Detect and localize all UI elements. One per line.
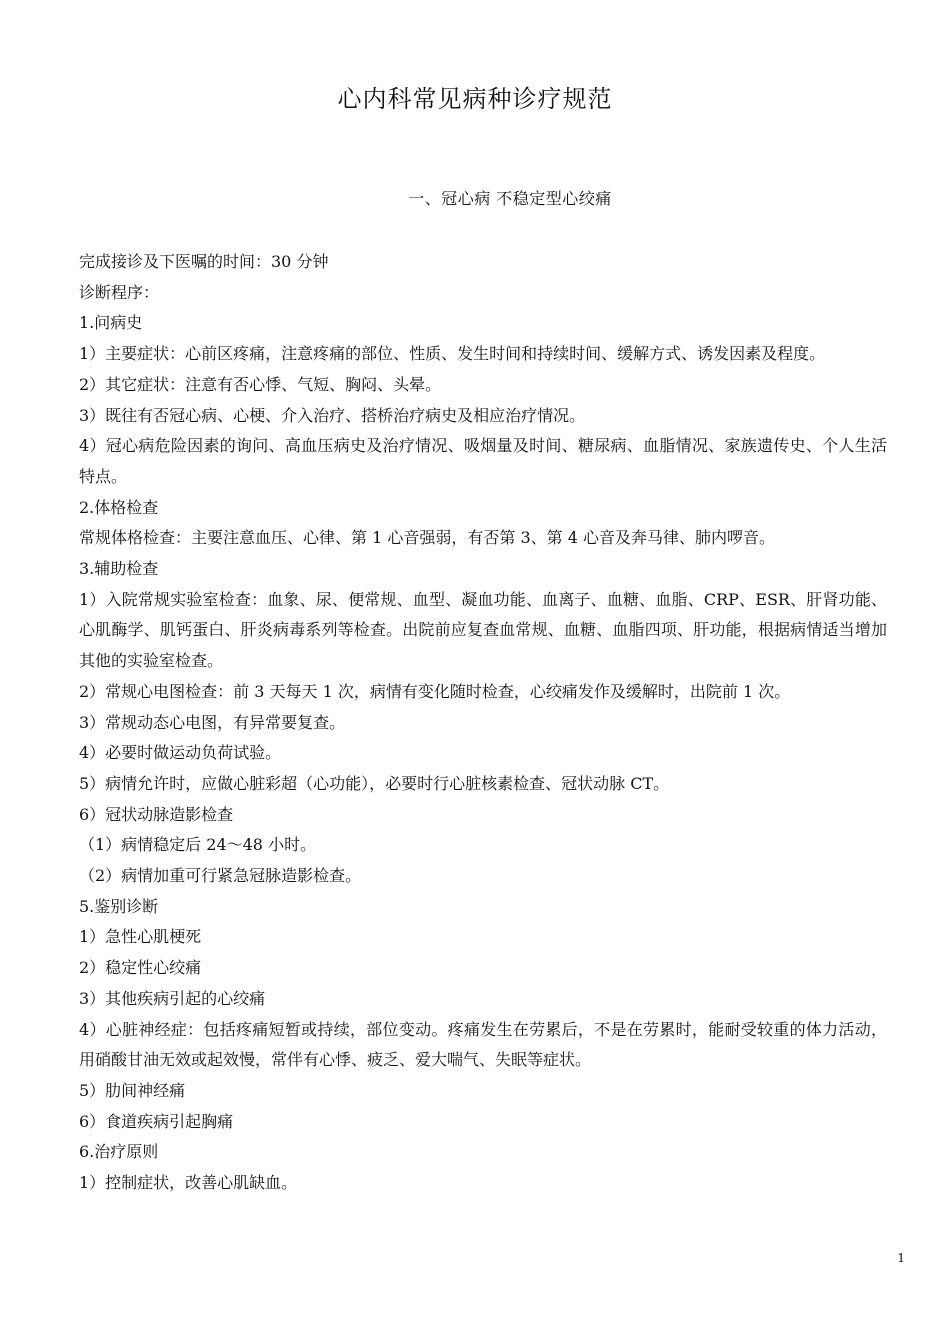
paragraph-other-angina: 3）其他疾病引起的心绞痛 — [79, 988, 266, 1008]
paragraph-angiography: 6）冠状动脉造影检查 — [79, 804, 234, 824]
paragraph-stress-test: 4）必要时做运动负荷试验。 — [79, 743, 282, 763]
paragraph-angiography-stable: （1）病情稳定后 24～48 小时。 — [79, 835, 317, 855]
heading-physical-exam: 2.体格检查 — [79, 497, 159, 517]
paragraph-angiography-urgent: （2）病情加重可行紧急冠脉造影检查。 — [79, 866, 362, 886]
paragraph-acute-mi: 1）急性心肌梗死 — [79, 927, 202, 947]
paragraph-main-symptoms: 1）主要症状：心前区疼痛，注意疼痛的部位、性质、发生时间和持续时间、缓解方式、诱发因素及程度。 — [79, 344, 826, 364]
heading-differential-diagnosis: 5.鉴别诊断 — [79, 896, 159, 916]
paragraph-ecg: 2）常规心电图检查：前 3 天每天 1 次，病情有变化随时检查，心绞痛发作及缓解时，出院前 1 次。 — [79, 681, 791, 701]
paragraph-consult-time: 完成接诊及下医嘱的时间：30 分钟 — [79, 252, 329, 271]
paragraph-past-history: 3）既往有否冠心病、心梗、介入治疗、搭桥治疗病史及相应治疗情况。 — [79, 405, 586, 425]
document-body — [79, 247, 887, 1199]
paragraph-risk-factors: 4）冠心病危险因素的询问、高血压病史及治疗情况、吸烟量及时间、糖尿病、血脂情况、家族遗传史、个人生活特点。 — [79, 436, 887, 486]
heading-history: 1.问病史 — [79, 313, 143, 333]
heading-auxiliary-exam: 3.辅助检查 — [79, 559, 159, 579]
document-title: 心内科常见病种诊疗规范 — [337, 85, 613, 113]
paragraph-intercostal-neuralgia: 5）肋间神经痛 — [79, 1080, 186, 1100]
paragraph-lab-tests: 1）入院常规实验室检查：血象、尿、便常规、血型、凝血功能、血离子、血糖、血脂、CRP、ESR、肝肾功能、心肌酶学、肌钙蛋白、肝炎病毒系列等检查。出院前应复查血常规、血糖、血脂四项、肝功能，根据病情适当增加其他的实验室检查。 — [79, 589, 887, 671]
paragraph-esophageal-pain: 6）食道疾病引起胸痛 — [79, 1111, 234, 1131]
heading-treatment-principles: 6.治疗原则 — [79, 1142, 159, 1162]
section-title: 一、冠心病 不稳定型心绞痛 — [408, 189, 612, 208]
paragraph-stable-angina: 2）稳定性心绞痛 — [79, 958, 202, 978]
paragraph-diagnosis-procedure: 诊断程序： — [79, 282, 160, 302]
page-number: 1 — [897, 1251, 905, 1265]
paragraph-control-symptoms: 1）控制症状，改善心肌缺血。 — [79, 1173, 298, 1193]
paragraph-echo: 5）病情允许时，应做心脏彩超（心功能），必要时行心脏核素检查、冠状动脉 CT。 — [79, 773, 670, 793]
paragraph-holter: 3）常规动态心电图，有异常要复查。 — [79, 712, 346, 732]
paragraph-routine-exam: 常规体格检查：主要注意血压、心律、第 1 心音强弱，有否第 3、第 4 心音及奔马律、肺内啰音。 — [79, 528, 775, 548]
paragraph-other-symptoms: 2）其它症状：注意有否心悸、气短、胸闷、头晕。 — [79, 374, 442, 394]
paragraph-cardiac-neurosis: 4）心脏神经症：包括疼痛短暂或持续，部位变动。疼痛发生在劳累后，不是在劳累时，能耐受较重的体力活动，用硝酸甘油无效或起效慢，常伴有心悸、疲乏、爱大喘气、失眠等症状。 — [79, 1019, 887, 1070]
